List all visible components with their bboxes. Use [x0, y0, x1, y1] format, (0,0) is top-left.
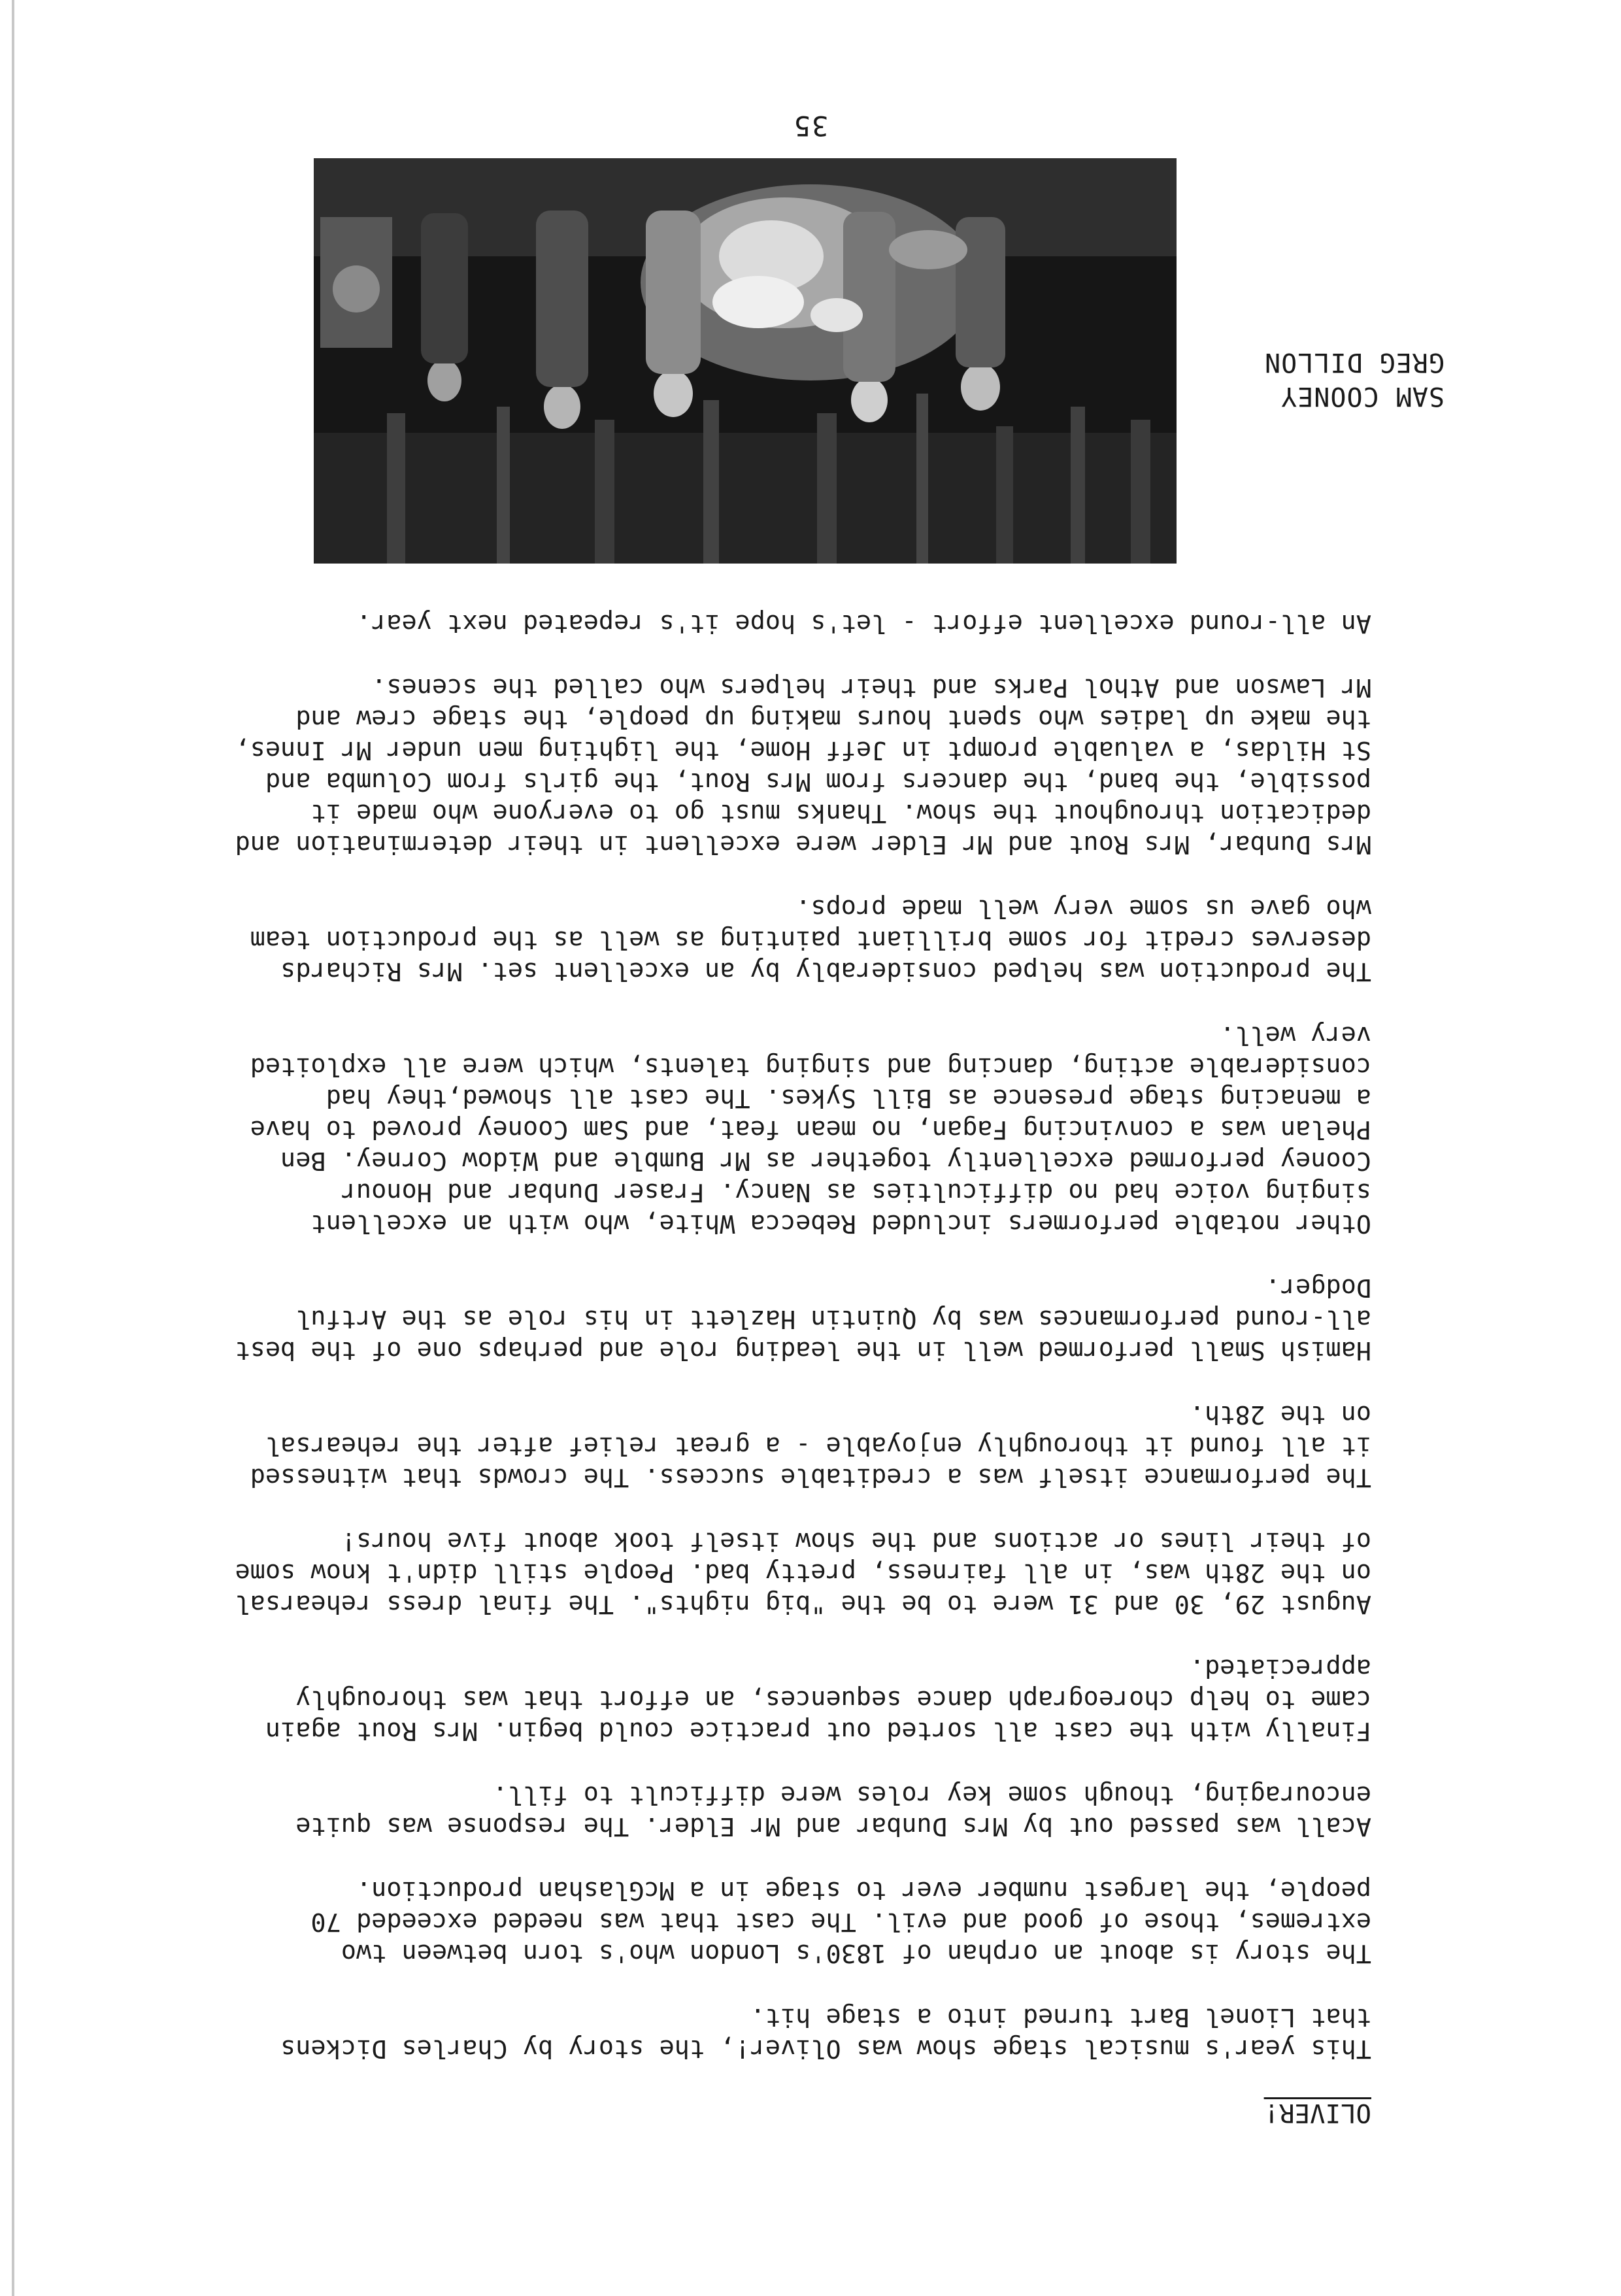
caption-line: GREG DILLON: [1264, 347, 1445, 377]
text-line: singing voice had no difficulties as Nancy. Fraser Dunbar and Honour: [341, 1177, 1371, 1207]
text-line: Other notable performers included Rebecca White, who with an excellent: [310, 1209, 1371, 1238]
text-line: appreciated.: [1189, 1653, 1371, 1683]
text-line: all-round performances was by Quintin Hazlett in his role as the Artful: [295, 1304, 1371, 1334]
text-line: encouraging, though some key roles were difficult to fill.: [492, 1780, 1371, 1810]
text-line: Hamish Small performed well in the leading role and perhaps one of the best: [235, 1336, 1371, 1365]
text-line: Acall was passed out by Mrs Dunbar and Mr Elder. The response was quite: [295, 1812, 1371, 1841]
text-line: very well.: [1220, 1021, 1371, 1050]
text-line: possible, the band, the dancers from Mrs Rout, the girls from Columba and: [265, 767, 1371, 796]
stage-photo-image: [314, 158, 1177, 564]
text-line: St Hildas, a valuable prompt in Jeff Home, the lighting men under Mr Innes,: [235, 735, 1371, 765]
paragraph: [162, 1019, 1371, 1239]
text-line: it all found it thoroughly enjoyable - a great relief after the rehearsal: [265, 1431, 1371, 1460]
text-line: August 29, 30 and 31 were to be the "big nights". The final dress rehearsal: [235, 1589, 1371, 1619]
article-heading: OLIVER!: [1263, 2098, 1371, 2127]
paragraph: [162, 1779, 1371, 1842]
text-line: The performance itself was a creditable success. The crowds that witnessed: [250, 1462, 1371, 1492]
paragraph: [162, 1272, 1371, 1366]
text-line: An all-round excellent effort - let's hope it's repeated next year.: [356, 609, 1371, 638]
text-line: a menacing stage presence as Bill Sykes. The cast all showed,they had: [326, 1083, 1371, 1113]
stage-photo: [314, 158, 1177, 564]
text-line: Dodger.: [1265, 1273, 1371, 1302]
text-line: Mr Lawson and Athol Parks and their helpers who called the scenes.: [371, 673, 1371, 702]
text-line: who gave us some very well made props.: [795, 894, 1371, 923]
text-line: people, the largest number ever to stage in a McGlashan production.: [356, 1876, 1371, 1905]
text-line: The production was helped considerably by an excellent set. Mrs Richards: [280, 956, 1371, 986]
text-line: extremes, those of good and evil. The cast that was needed exceeded 70: [310, 1907, 1371, 1936]
paragraph: [162, 671, 1371, 860]
photo-caption: [1264, 345, 1445, 413]
paragraph: [162, 2001, 1371, 2064]
text-line: Finally with the cast all sorted out practice could begin. Mrs Rout again: [265, 1716, 1371, 1746]
text-line: that Lionel Bart turned into a stage hit.: [750, 2002, 1371, 2032]
paragraph: [162, 1525, 1371, 1619]
caption-line: SAM COONEY: [1280, 381, 1445, 411]
text-line: dedication throughout the show. Thanks must go to everyone who made it: [310, 798, 1371, 828]
text-line: considerable acting, dancing and singing talents, which were all exploited: [250, 1052, 1371, 1081]
paragraph: [162, 1874, 1371, 1968]
paragraph: [162, 1652, 1371, 1746]
text-line: came to help choreograph dance sequences, an effort that was thoroughly: [295, 1685, 1371, 1714]
text-line: The story is about an orphan of 1830's London who's torn between two: [341, 1938, 1371, 1968]
paragraph: [162, 607, 1371, 639]
text-line: of their lines or actions and the show itself took about five hours!: [341, 1527, 1371, 1556]
text-line: deserves credit for some brilliant painting as well as the production team: [250, 925, 1371, 954]
text-line: the make up ladies who spent hours making up people, the stage crew and: [295, 704, 1371, 734]
text-line: Phelan was a convincing Fagan, no mean feat, and Sam Cooney proved to have: [250, 1115, 1371, 1144]
text-line: This year's musical stage show was Oliver!, the story by Charles Dickens: [280, 2034, 1371, 2063]
page-number: 35: [792, 110, 829, 142]
text-line: Cooney performed excellently together as Mr Bumble and Widow Corney. Ben: [280, 1146, 1371, 1175]
paragraph: [162, 1398, 1371, 1493]
text-line: Mrs Dunbar, Mrs Rout and Mr Elder were excellent in their determination and: [235, 830, 1371, 859]
paragraph: [162, 892, 1371, 987]
article-body: [162, 575, 1371, 2128]
text-line: on the 28th was, in all fairness, pretty bad. People still didn't know some: [235, 1558, 1371, 1587]
text-line: on the 28th.: [1189, 1400, 1371, 1429]
